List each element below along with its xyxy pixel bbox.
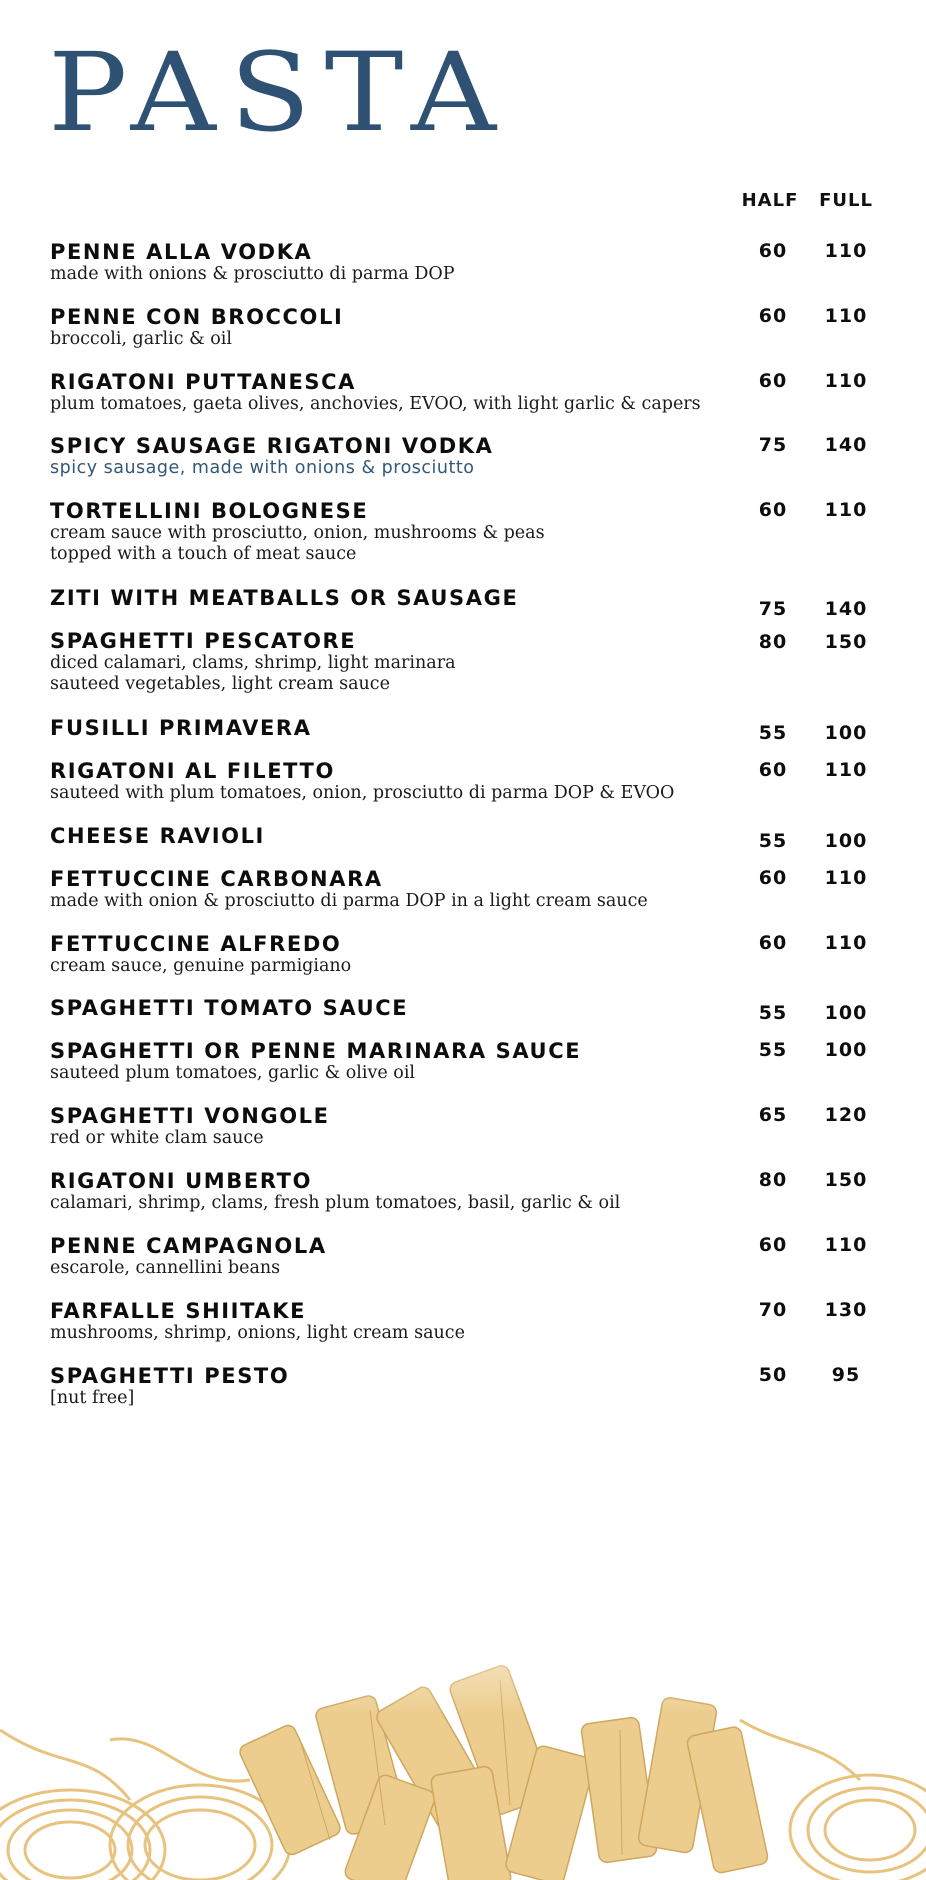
menu-item-description: escarole, cannellini beans [50,1258,281,1278]
price-full: 100 [824,830,868,852]
price-half: 55 [758,830,788,852]
menu-item-name: SPAGHETTI PESTO [50,1364,290,1388]
price-half: 55 [758,722,788,744]
menu-item-name: SPAGHETTI OR PENNE MARINARA SAUCE [50,1039,582,1063]
price-half: 60 [758,932,788,954]
menu-item-description: calamari, shrimp, clams, fresh plum tomatoes, basil, garlic & oil [50,1193,621,1213]
menu-item-description: mushrooms, shrimp, onions, light cream sauce [50,1323,465,1343]
menu-item-description: cream sauce, genuine parmigiano [50,956,352,976]
price-half: 60 [758,499,788,521]
price-half: 60 [758,1234,788,1256]
price-half: 80 [758,1169,788,1191]
price-half: 60 [758,240,788,262]
price-half: 60 [758,370,788,392]
price-full: 130 [824,1299,868,1321]
price-full: 95 [831,1364,861,1386]
menu-item-name: RIGATONI PUTTANESCA [50,370,357,394]
price-full: 110 [824,305,868,327]
menu-item-description: made with onion & prosciutto di parma DOP in a light cream sauce [50,891,648,911]
menu-item-name: FETTUCCINE ALFREDO [50,932,342,956]
price-full: 100 [824,1002,868,1024]
price-full: 150 [824,1169,868,1191]
price-full: 110 [824,1234,868,1256]
price-full: 110 [824,499,868,521]
menu-item-name: PENNE ALLA VODKA [50,240,313,264]
menu-item-name: TORTELLINI BOLOGNESE [50,499,369,523]
price-full: 110 [824,932,868,954]
price-half: 65 [758,1104,788,1126]
price-half: 60 [758,759,788,781]
menu-item-name: SPICY SAUSAGE RIGATONI VODKA [50,434,494,458]
price-half: 80 [758,631,788,653]
price-full: 140 [824,598,868,620]
price-full: 110 [824,867,868,889]
price-full: 100 [824,1039,868,1061]
page-title: PASTA [48,28,511,156]
price-half: 75 [758,598,788,620]
menu-item-description: sauteed plum tomatoes, garlic & olive oil [50,1063,416,1083]
price-full: 150 [824,631,868,653]
price-half: 75 [758,434,788,456]
menu-item-name: FARFALLE SHIITAKE [50,1299,307,1323]
menu-item-description: sauteed with plum tomatoes, onion, prosciutto di parma DOP & EVOO [50,783,675,803]
menu-item-name: FUSILLI PRIMAVERA [50,716,312,740]
menu-item-name: FETTUCCINE CARBONARA [50,867,383,891]
menu-item-description: [nut free] [50,1388,135,1408]
menu-item-name: RIGATONI AL FILETTO [50,759,335,783]
price-full: 140 [824,434,868,456]
price-full: 110 [824,370,868,392]
column-header-half: HALF [741,190,799,211]
menu-item-name: PENNE CON BROCCOLI [50,305,344,329]
price-full: 100 [824,722,868,744]
menu-item-description: broccoli, garlic & oil [50,329,232,349]
price-half: 70 [758,1299,788,1321]
menu-item-name: PENNE CAMPAGNOLA [50,1234,327,1258]
price-full: 120 [824,1104,868,1126]
pasta-illustration [0,1580,926,1880]
column-header-full: FULL [819,190,873,211]
menu-item-description: sauteed vegetables, light cream sauce [50,674,390,694]
menu-item-description: spicy sausage, made with onions & prosciutto [50,458,475,478]
price-full: 110 [824,759,868,781]
price-half: 50 [758,1364,788,1386]
menu-item-description: cream sauce with prosciutto, onion, mushrooms & peas [50,523,545,543]
menu-item-name: SPAGHETTI VONGOLE [50,1104,330,1128]
menu-item-name: ZITI WITH MEATBALLS OR SAUSAGE [50,586,519,610]
menu-item-description: diced calamari, clams, shrimp, light marinara [50,653,456,673]
menu-item-description: topped with a touch of meat sauce [50,544,357,564]
price-half: 55 [758,1002,788,1024]
menu-item-description: red or white clam sauce [50,1128,264,1148]
menu-item-description: made with onions & prosciutto di parma DOP [50,264,455,284]
menu-item-description: plum tomatoes, gaeta olives, anchovies, EVOO, with light garlic & capers [50,394,701,414]
price-half: 55 [758,1039,788,1061]
menu-item-name: SPAGHETTI PESCATORE [50,629,357,653]
menu-item-name: CHEESE RAVIOLI [50,824,265,848]
price-half: 60 [758,305,788,327]
menu-item-name: RIGATONI UMBERTO [50,1169,313,1193]
menu-item-name: SPAGHETTI TOMATO SAUCE [50,996,409,1020]
price-half: 60 [758,867,788,889]
price-full: 110 [824,240,868,262]
